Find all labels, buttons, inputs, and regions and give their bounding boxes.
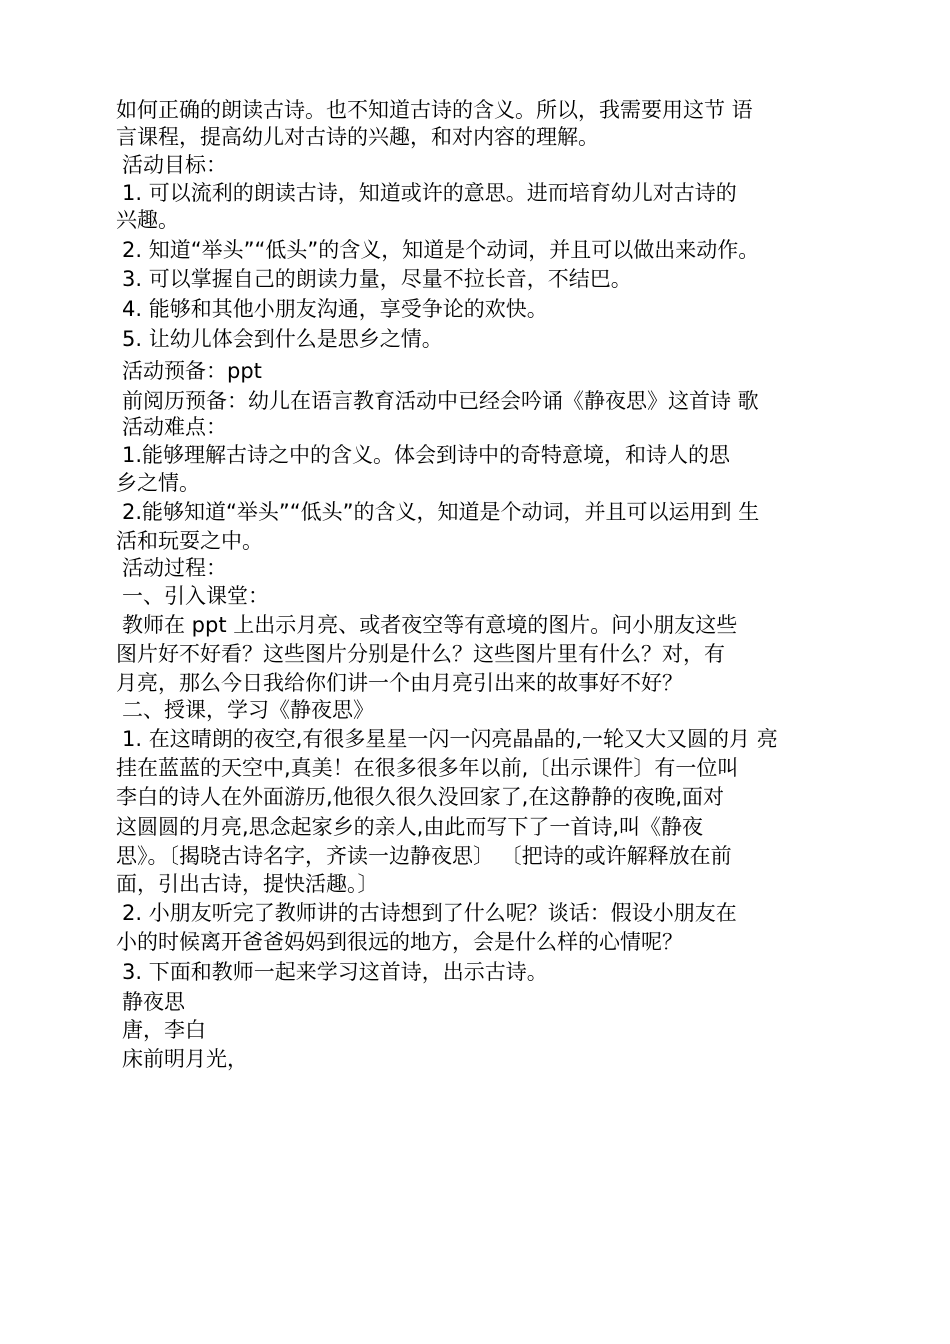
text-line: 前阅历预备：幼儿在语言教育活动中已经会吟诵《静夜思》这首诗 歌 [122,389,759,413]
text-line: 1.能够理解古诗之中的含义。体会到诗中的奇特意境，和诗人的思 [122,443,731,467]
text-line: 面，引出古诗，提快活趣。〕 [116,872,379,896]
text-line: 小的时候离开爸爸妈妈到很远的地方，会是什么样的心情呢？ [116,930,683,954]
section-heading: 活动目标： [122,153,227,177]
text-line: 李白的诗人在外面游历,他很久很久没回家了,在这静静的夜晚,面对 [116,785,725,809]
text-line: 乡之情。 [116,471,200,495]
section-heading: 活动预备：ppt [122,359,262,383]
text-line: 3. 可以掌握自己的朗读力量，尽量不拉长音，不结巴。 [122,267,632,291]
text-line: 挂在蓝蓝的天空中,真美！在很多很多年以前,〔出示课件〕有一位叫 [116,756,739,780]
section-heading: 活动难点： [122,415,227,439]
text-line: 图片好不好看？这些图片分别是什么？这些图片里有什么？对，有 [116,642,725,666]
text-line: 活和玩耍之中。 [116,529,263,553]
poem-title: 静夜思 [122,990,185,1014]
text-line: 4. 能够和其他小朋友沟通，享受争论的欢快。 [122,297,548,321]
section-heading: 活动过程： [122,556,227,580]
text-line: 1. 可以流利的朗读古诗，知道或许的意思。进而培育幼儿对古诗的 [122,181,737,205]
text-line: 2. 知道“举头”“低头”的含义，知道是个动词，并且可以做出来动作。 [122,238,760,262]
poem-line: 床前明月光， [122,1047,248,1071]
text-line: 5. 让幼儿体会到什么是思乡之情。 [122,327,443,351]
text-line: 月亮，那么今日我给你们讲一个由月亮引出来的故事好不好？ [116,671,683,695]
text-line: 教师在 ppt 上出示月亮、或者夜空等有意境的图片。问小朋友这些 [122,613,738,637]
text-line: 思》。〔揭晓古诗名字，齐读一边静夜思〕 〔把诗的或许解释放在前 [116,844,732,868]
section-heading: 一、引入课堂： [122,584,269,608]
text-line: 这圆圆的月亮,思念起家乡的亲人,由此而写下了一首诗,叫《静夜 [116,815,704,839]
text-line: 言课程，提高幼儿对古诗的兴趣，和对内容的理解。 [116,125,599,149]
text-line: 1. 在这晴朗的夜空,有很多星星一闪一闪亮晶晶的,一轮又大又圆的月 亮 [122,727,778,751]
poem-author: 唐，李白 [122,1018,206,1042]
text-line: 2.能够知道“举头”“低头”的含义，知道是个动词，并且可以运用到 生 [122,500,760,524]
text-line: 3. 下面和教师一起来学习这首诗，出示古诗。 [122,960,548,984]
text-line: 兴趣。 [116,208,179,232]
text-line: 2. 小朋友听完了教师讲的古诗想到了什么呢？谈话：假设小朋友在 [122,901,737,925]
section-heading: 二、授课，学习《静夜思》 [122,698,374,722]
text-line: 如何正确的朗读古诗。也不知道古诗的含义。所以，我需要用这节 语 [116,98,753,122]
